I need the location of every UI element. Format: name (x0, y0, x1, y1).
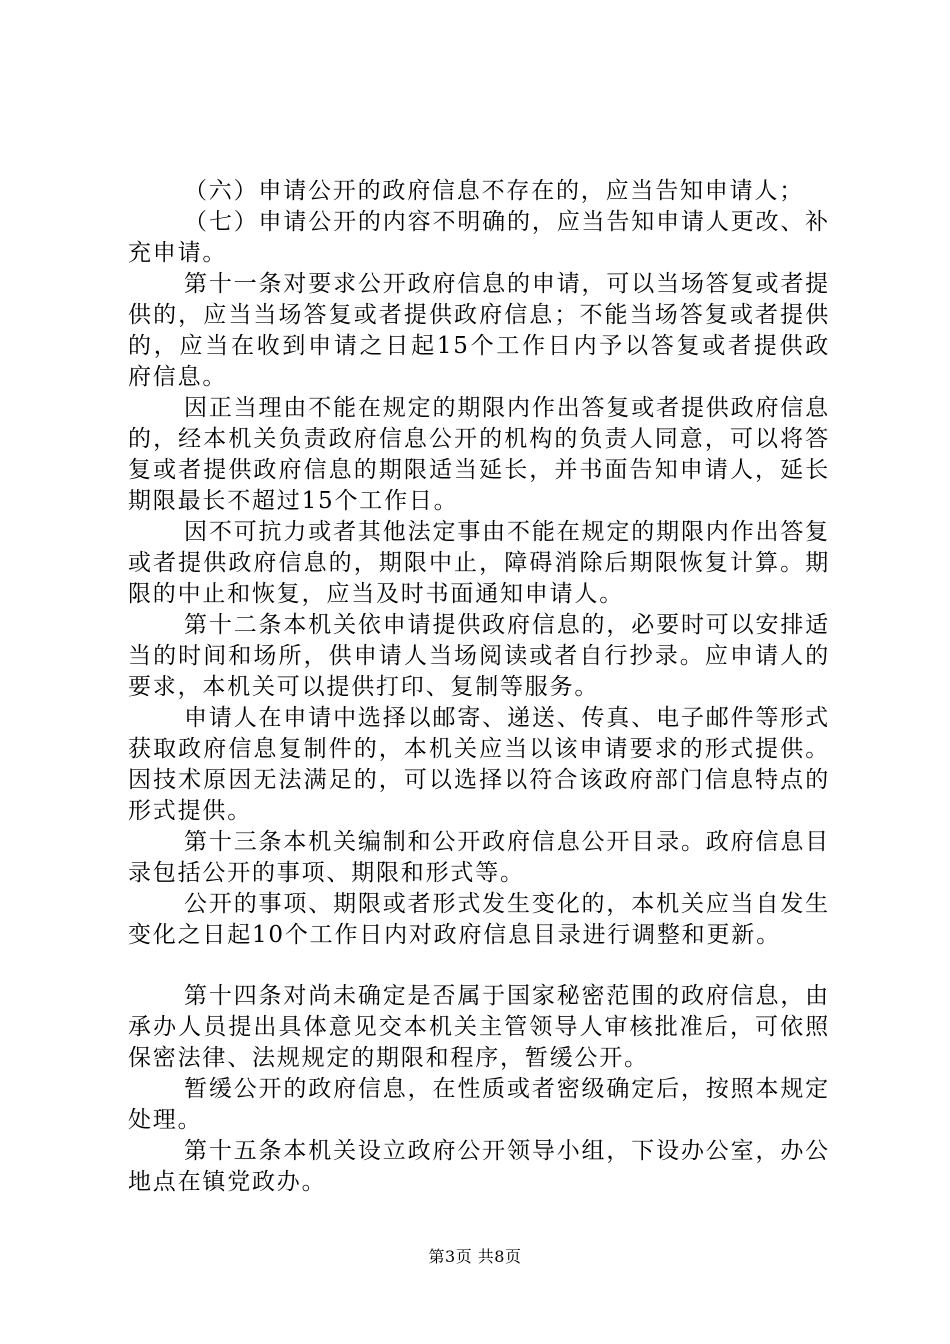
paragraph: （七）申请公开的内容不明确的，应当告知申请人更改、补充申请。 (128, 209, 830, 266)
paragraph: 公开的事项、期限或者形式发生变化的，本机关应当自发生变化之日起10个工作日内对政府信息目录进行调整和更新。 (128, 891, 830, 948)
paragraph: 申请人在申请中选择以邮寄、递送、传真、电子邮件等形式获取政府信息复制件的，本机关应当以该申请要求的形式提供。因技术原因无法满足的，可以选择以符合该政府部门信息特点的形式提供。 (128, 705, 830, 824)
paragraph: 因正当理由不能在规定的期限内作出答复或者提供政府信息的，经本机关负责政府信息公开的机构的负责人同意，可以将答复或者提供政府信息的期限适当延长，并书面告知申请人，延长期限最长不超过15个工作日。 (128, 395, 830, 514)
paragraph: （六）申请公开的政府信息不存在的，应当告知申请人； (184, 178, 804, 204)
paragraph: 第十三条本机关编制和公开政府信息公开目录。政府信息目录包括公开的事项、期限和形式等。 (128, 829, 830, 886)
document-body (128, 176, 830, 1198)
paragraph: 第十五条本机关设立政府公开领导小组，下设办公室，办公地点在镇党政办。 (128, 1138, 830, 1195)
paragraph: 暂缓公开的政府信息，在性质或者密级确定后，按照本规定处理。 (128, 1076, 830, 1133)
paragraph: 因不可抗力或者其他法定事由不能在规定的期限内作出答复或者提供政府信息的，期限中止，障碍消除后期限恢复计算。期限的中止和恢复，应当及时书面通知申请人。 (128, 519, 830, 607)
page-number-footer: 第3页 共8页 (428, 1247, 522, 1266)
paragraph-spacer (128, 951, 830, 981)
paragraph: 第十四条对尚未确定是否属于国家秘密范围的政府信息，由承办人员提出具体意见交本机关主管领导人审核批准后，可依照保密法律、法规规定的期限和程序，暂缓公开。 (128, 983, 830, 1071)
paragraph: 第十二条本机关依申请提供政府信息的，必要时可以安排适当的时间和场所，供申请人当场阅读或者自行抄录。应申请人的要求，本机关可以提供打印、复制等服务。 (128, 612, 830, 700)
paragraph: 第十一条对要求公开政府信息的申请，可以当场答复或者提供的，应当当场答复或者提供政府信息；不能当场答复或者提供的，应当在收到申请之日起15个工作日内予以答复或者提供政府信息。 (128, 271, 830, 390)
